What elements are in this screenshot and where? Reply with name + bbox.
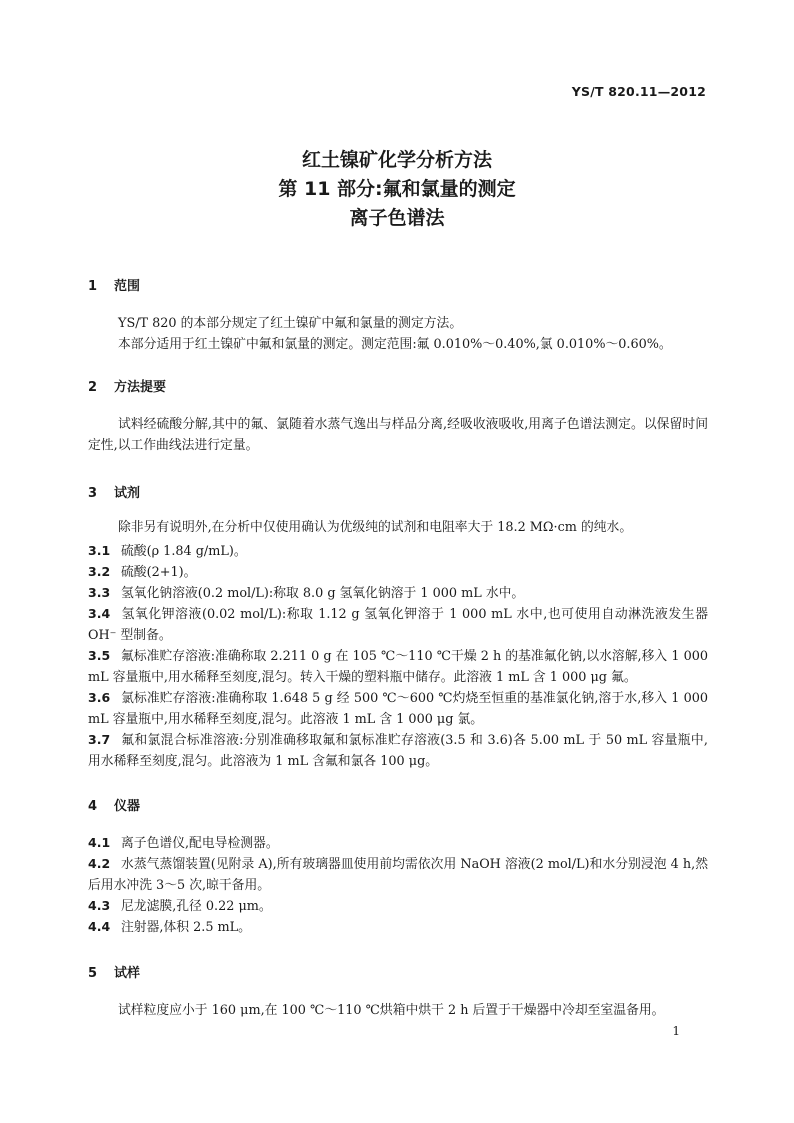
list-item: 3.7 氟和氯混合标准溶液:分别准确移取氟和氯标准贮存溶液(3.5 和 3.6)各 5.00 mL 于 50 mL 容量瓶中,用水稀释至刻度,混匀。此溶液为 1 mL 含氟和氯各 100 μg。 xyxy=(88,732,708,769)
section-number: 1 xyxy=(88,279,98,294)
section-number: 3 xyxy=(88,486,98,501)
section-title: 试剂 xyxy=(114,486,141,501)
list-item: 4.3 尼龙滤膜,孔径 0.22 μm。 xyxy=(88,898,272,914)
section-title: 仪器 xyxy=(114,799,141,814)
title-line-2: 第 11 部分:氟和氯量的测定 xyxy=(278,178,516,200)
list-item: 4.2 水蒸气蒸馏装置(见附录 A),所有玻璃器皿使用前均需依次用 NaOH 溶液(2 mol/L)和水分别浸泡 4 h,然后用水冲洗 3～5 次,晾干备用。 xyxy=(88,856,708,893)
section-2-heading xyxy=(88,376,166,395)
standard-code: YS/T 820.11—2012 xyxy=(571,84,706,99)
list-item: 4.4 注射器,体积 2.5 mL。 xyxy=(88,919,251,935)
section-3-heading xyxy=(88,482,140,501)
section-5-heading xyxy=(88,962,140,981)
section-title: 方法提要 xyxy=(114,380,167,395)
title-line-1: 红土镍矿化学分析方法 xyxy=(301,149,492,171)
section-1-para-2: 本部分适用于红土镍矿中氟和氯量的测定。测定范围:氟 0.010%～0.40%,氯 0.010%～0.60%。 xyxy=(118,337,672,352)
title-line-3: 离子色谱法 xyxy=(349,207,445,229)
section-title: 试样 xyxy=(114,966,141,981)
section-2-para-1: 试料经硫酸分解,其中的氟、氯随着水蒸气逸出与样品分离,经吸收液吸收,用离子色谱法测定。以保留时间定性,以工作曲线法进行定量。 xyxy=(88,417,708,453)
page-number: 1 xyxy=(672,1024,680,1038)
section-1-para-1: YS/T 820 的本部分规定了红土镍矿中氟和氯量的测定方法。 xyxy=(118,316,463,331)
section-number: 2 xyxy=(88,380,98,395)
document-title xyxy=(0,146,794,233)
section-4-heading xyxy=(88,795,140,814)
list-item: 3.4 氢氧化钾溶液(0.02 mol/L):称取 1.12 g 氢氧化钾溶于 1 000 mL 水中,也可使用自动淋洗液发生器 OH⁻ 型制备。 xyxy=(88,606,708,643)
section-number: 4 xyxy=(88,799,98,814)
section-3-intro: 除非另有说明外,在分析中仅使用确认为优级纯的试剂和电阻率大于 18.2 MΩ·cm 的纯水。 xyxy=(118,520,633,535)
list-item: 3.5 氟标准贮存溶液:准确称取 2.211 0 g 在 105 ℃～110 ℃干燥 2 h 的基准氟化钠,以水溶解,移入 1 000 mL 容量瓶中,用水稀释至刻度,混匀。转入干燥的塑料瓶中储存。此溶液 1 mL 含 1 000 μg 氟。 xyxy=(88,648,708,685)
list-item: 3.6 氯标准贮存溶液:准确称取 1.648 5 g 经 500 ℃～600 ℃灼烧至恒重的基准氯化钠,溶于水,移入 1 000 mL 容量瓶中,用水稀释至刻度,混匀。此溶液 1 mL 含 1 000 μg 氯。 xyxy=(88,690,708,727)
section-number: 5 xyxy=(88,966,98,981)
section-5-para-1: 试样粒度应小于 160 μm,在 100 ℃～110 ℃烘箱中烘干 2 h 后置于干燥器中冷却至室温备用。 xyxy=(118,1003,665,1018)
list-item: 3.2 硫酸(2+1)。 xyxy=(88,564,197,580)
list-item: 4.1 离子色谱仪,配电导检测器。 xyxy=(88,835,279,851)
list-item: 3.3 氢氧化钠溶液(0.2 mol/L):称取 8.0 g 氢氧化钠溶于 1 000 mL 水中。 xyxy=(88,585,525,601)
section-1-heading xyxy=(88,275,140,294)
list-item: 3.1 硫酸(ρ 1.84 g/mL)。 xyxy=(88,543,247,559)
section-title: 范围 xyxy=(114,279,141,294)
